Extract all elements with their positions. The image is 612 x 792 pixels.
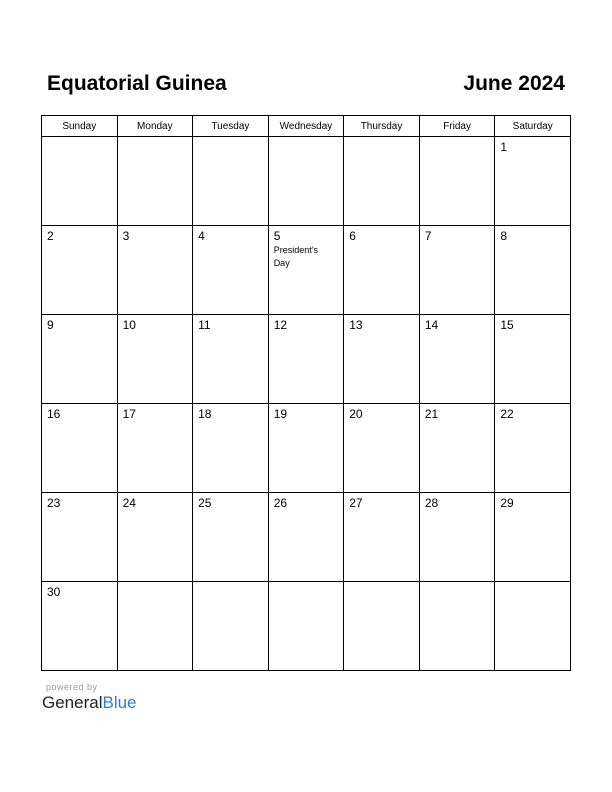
country-title: Equatorial Guinea <box>47 72 227 95</box>
generalblue-logo <box>42 693 137 713</box>
day-number: 4 <box>198 229 205 243</box>
day-cell <box>344 137 420 226</box>
day-cell <box>193 137 269 226</box>
day-cell <box>419 404 495 493</box>
day-number: 22 <box>500 407 514 421</box>
day-number: 25 <box>198 496 212 510</box>
weekday-tuesday: Tuesday <box>193 116 269 137</box>
day-cell <box>419 582 495 671</box>
day-number: 11 <box>198 318 211 332</box>
day-cell <box>268 404 344 493</box>
day-cell <box>42 582 118 671</box>
weekday-saturday: Saturday <box>495 116 571 137</box>
day-cell <box>495 226 571 315</box>
day-number: 10 <box>122 318 136 332</box>
weekday-thursday: Thursday <box>344 116 420 137</box>
day-cell <box>495 137 571 226</box>
day-cell <box>268 226 344 315</box>
day-number: 24 <box>122 496 136 510</box>
day-number: 9 <box>47 318 54 332</box>
day-number: 18 <box>198 407 212 421</box>
day-cell <box>193 582 269 671</box>
day-cell <box>193 493 269 582</box>
day-cell <box>42 493 118 582</box>
day-cell <box>495 404 571 493</box>
day-number: 26 <box>273 496 288 510</box>
day-cell <box>42 404 118 493</box>
day-number: 3 <box>122 229 130 243</box>
day-cell <box>42 226 118 315</box>
day-number: 21 <box>424 407 439 421</box>
day-number: 2 <box>47 229 54 243</box>
day-cell <box>193 315 269 404</box>
day-cell <box>117 226 193 315</box>
week-row <box>42 137 571 226</box>
day-cell <box>268 137 344 226</box>
day-cell <box>268 582 344 671</box>
day-cell <box>42 315 118 404</box>
day-cell <box>42 137 118 226</box>
day-number: 16 <box>47 407 61 421</box>
day-number: 5 <box>273 229 281 243</box>
day-cell <box>419 493 495 582</box>
day-cell <box>495 582 571 671</box>
day-number: 13 <box>349 318 363 332</box>
day-cell <box>344 404 420 493</box>
day-number: 17 <box>122 407 136 421</box>
day-cell <box>344 582 420 671</box>
day-cell <box>419 315 495 404</box>
day-cell <box>117 315 193 404</box>
day-number: 19 <box>273 407 288 421</box>
weekday-sunday: Sunday <box>42 116 118 137</box>
day-cell <box>117 137 193 226</box>
day-cell <box>419 226 495 315</box>
day-number: 6 <box>349 229 356 243</box>
day-cell <box>344 226 420 315</box>
day-cell <box>344 315 420 404</box>
week-row <box>42 493 571 582</box>
brand-general-text: General <box>42 693 103 712</box>
day-cell <box>117 404 193 493</box>
day-cell <box>117 582 193 671</box>
day-cell <box>495 493 571 582</box>
brand-blue-text: Blue <box>102 693 137 712</box>
day-number: 1 <box>500 140 508 154</box>
month-year-title: June 2024 <box>463 72 565 95</box>
weekday-header-row <box>42 116 571 137</box>
day-cell <box>117 493 193 582</box>
day-number: 28 <box>424 496 439 510</box>
day-number: 27 <box>349 496 363 510</box>
week-row <box>42 582 571 671</box>
week-row <box>42 315 571 404</box>
day-number: 30 <box>47 585 61 599</box>
powered-by-label: powered by <box>46 682 98 692</box>
day-number: 20 <box>349 407 363 421</box>
day-number: 15 <box>500 318 514 332</box>
day-cell <box>419 137 495 226</box>
day-cell <box>268 493 344 582</box>
week-row <box>42 226 571 315</box>
day-number: 8 <box>500 229 508 243</box>
day-number: 29 <box>500 496 514 510</box>
holiday-label: President’s Day <box>273 245 319 268</box>
day-cell <box>193 404 269 493</box>
weekday-friday: Friday <box>419 116 495 137</box>
day-cell <box>495 315 571 404</box>
day-cell <box>344 493 420 582</box>
day-number: 14 <box>424 318 439 332</box>
day-number: 12 <box>273 318 288 332</box>
weekday-wednesday: Wednesday <box>268 116 344 137</box>
calendar-grid <box>41 115 571 671</box>
weekday-monday: Monday <box>117 116 193 137</box>
day-number: 7 <box>424 229 432 243</box>
day-cell <box>268 315 344 404</box>
day-cell <box>193 226 269 315</box>
day-number: 23 <box>47 496 61 510</box>
week-row <box>42 404 571 493</box>
